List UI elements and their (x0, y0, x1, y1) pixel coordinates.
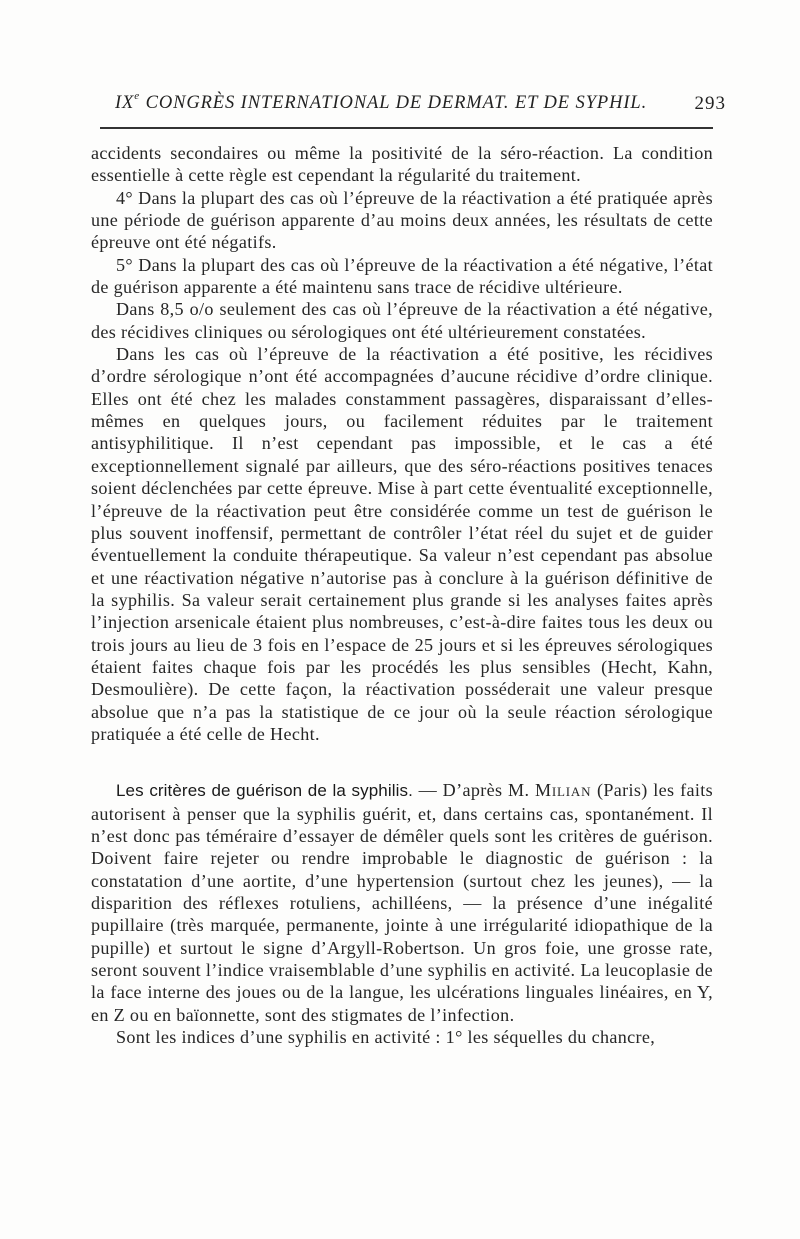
section-heading: Les critères de guérison de la syphilis. (116, 781, 413, 801)
author-name: Milian (535, 780, 592, 801)
paragraph-point-5: 5° Dans la plupart des cas où l’épreuve de la réactivation a été négative, l’état de guérison apparente a été maintenu sans trace de récidive ultérieure. (91, 254, 713, 298)
running-title-superscript: e (134, 90, 141, 102)
running-title-prefix: IX (115, 93, 135, 114)
paragraph-point-4: 4° Dans la plupart des cas où l’épreuve de la réactivation a été pratiquée après une période de guérison apparente d’au moins deux années, les résultats de cette épreuve ont été négatifs. (91, 187, 713, 253)
page-number: 293 (694, 93, 726, 114)
paragraph-statistics: Dans 8,5 o/o seulement des cas où l’épreuve de la réactivation a été négative, des récidives cliniques ou sérologiques ont été ultérieurement constatées. (91, 299, 713, 342)
body-text (91, 142, 713, 1048)
running-title (115, 92, 647, 114)
paragraph-last-line: Sont les indices d’une syphilis en activité : 1° les séquelles du chancre, (116, 1027, 656, 1048)
running-title-text: CONGRÈS INTERNATIONAL DE DERMAT. ET DE SYPHIL. (140, 93, 648, 114)
section-dash: — D’après M. (412, 780, 536, 801)
paragraph-discussion: Dans les cas où l’épreuve de la réactivation a été positive, les récidives d’ordre sérologique n’ont été accompagnées d’aucune récidive d’ordre clinique. Elles ont été chez les malades constamment passagères, disparaissant d’elles-mêmes en quelques jours, ou facilement réduites par le traitement antisyphilitique. Il n’est cependant pas impossible, et le cas a été exceptionnellement signalé par ailleurs, que des séro-réactions positives tenaces soient déclenchées par cette épreuve. Mise à part cette éventualité exceptionnelle, l’épreuve de la réactivation peut être considérée comme un test de guérison le plus souvent inoffensif, permettant de contrôler l’état réel du sujet et de guider éventuellement la conduite thérapeutique. Sa valeur n’est cependant pas absolue et une réactivation négative n’autorise pas à conclure à la guérison définitive de la syphilis. Sa valeur serait certainement plus grande si les analyses faites après l’injection arsenicale étaient plus nombreuses, c’est-à-dire faites tous les deux ou trois jours au lieu de 3 fois en l’espace de 25 jours et si les épreuves sérologiques étaient faites chaque fois par les procédés les plus sensibles (Hecht, Kahn, Desmoulière). De cette façon, la réactivation posséderait une valeur presque absolue que n’a pas la statistique de ce jour où la seule réaction sérologique pratiquée a été celle de Hecht. (91, 344, 713, 744)
header-rule (100, 127, 713, 129)
paragraph-criteria (91, 779, 713, 1026)
paragraph-continuation: accidents secondaires ou même la positivité de la séro-réaction. La condition essentielle à cette règle est cependant la régularité du traitement. (91, 143, 713, 186)
running-head (115, 88, 726, 118)
section-text: (Paris) les faits autorisent à penser que la syphilis guérit, et, dans certains cas, spontanément. Il n’est donc pas téméraire d’essayer de démêler quels sont les critères de guérison. Doivent faire rejeter ou rendre improbable le diagnostic de guérison : la constatation d’une aortite, d’une hypertension (surtout chez les jeunes), — la disparition des réflexes rotuliens, achilléens, — la présence d’une inégalité pupillaire (très marquée, permanente, jointe à une irrégularité idiopathique de la pupille) et surtout le signe d’Argyll-Robertson. Un gros foie, une grosse rate, seront souvent l’indice vraisemblable d’une syphilis en activité. La leucoplasie de la face interne des joues ou de la langue, les ulcérations linguales linéaires, en Y, en Z ou en baïonnette, sont des stigmates de l’infection. (91, 780, 714, 1025)
